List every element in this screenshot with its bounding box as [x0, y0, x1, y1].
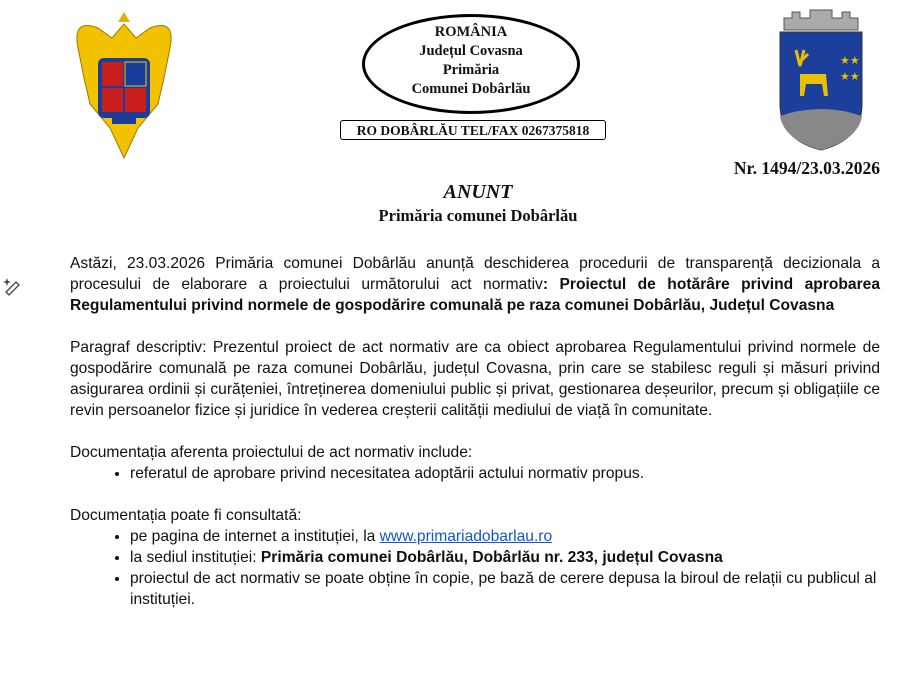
seal-line: Primăria	[442, 62, 500, 78]
list-item-text: pe pagina de internet a instituției, la	[130, 528, 380, 545]
project-title: : Proiectul de hotărâre privind aprobarea Regulamentului privind normele de gospodărire comunală pe raza comunei Dobârlău, Județul Covasna	[70, 276, 880, 314]
seal-line: ROMÂNIA	[434, 24, 508, 40]
document-number: Nr. 1494/23.03.2026	[733, 158, 880, 178]
document-title: ANUNT	[443, 181, 513, 203]
romania-coat-of-arms	[68, 8, 180, 162]
address: Primăria comunei Dobârlău, Dobârlău nr. 233, județul Covasna	[260, 549, 723, 566]
dobarlau-coat-of-arms	[778, 4, 864, 152]
seal-line: Județul Covasna	[419, 43, 523, 59]
list-item	[130, 526, 880, 547]
consultation-list	[70, 526, 880, 610]
svg-text:★★: ★★	[840, 71, 860, 83]
list-item: • proiectul de act normativ se poate obține în copie, pe bază de cerere depusa la biroul de relații cu publicul al instituției.	[130, 568, 880, 610]
header-seal	[362, 14, 580, 114]
descriptive-paragraph: Paragraf descriptiv: Prezentul proiect de act normativ are ca obiect aprobarea Regulamentului privind normele de gospodărire comunală pe raza comunei Dobârlău, județul Covasna, prin care se stabilesc reguli și măsuri privind asigurarea ordinii și curățeniei, întreținerea domeniului public și privat, gestionarea deșeurilor, precum și obligațiile ce revin persoanelor fizice și juridice în vederea creșterii calității mediului de viață în comunitate.	[70, 339, 880, 419]
list-item	[130, 547, 880, 568]
documentation-list	[70, 463, 880, 484]
website-link[interactable]: www.primariadobarlau.ro	[379, 528, 553, 545]
documentation-heading: Documentația aferenta proiectului de act normativ include:	[70, 444, 473, 461]
consultation-heading: Documentația poate fi consultată:	[70, 507, 302, 524]
document-subtitle: Primăria comunei Dobârlău	[378, 206, 578, 225]
svg-text:★★: ★★	[840, 55, 860, 67]
tel-fax-box: RO DOBÂRLĂU TEL/FAX 0267375818	[340, 120, 606, 140]
list-item-text: la sediul instituției:	[130, 549, 261, 566]
list-item: • referatul de aprobare privind necesitatea adoptării actului normativ propus.	[130, 463, 880, 484]
seal-line: Comunei Dobârlău	[411, 81, 531, 97]
document-body	[70, 253, 880, 610]
intro-paragraph	[70, 253, 880, 316]
intro-text: Astăzi, 23.03.2026 Primăria comunei Dobârlău anunță deschiderea procedurii de transparență decizionala a procesului de elaborare a proiectului următorului act normativ	[70, 255, 880, 293]
ai-rewrite-icon[interactable]	[2, 276, 22, 296]
